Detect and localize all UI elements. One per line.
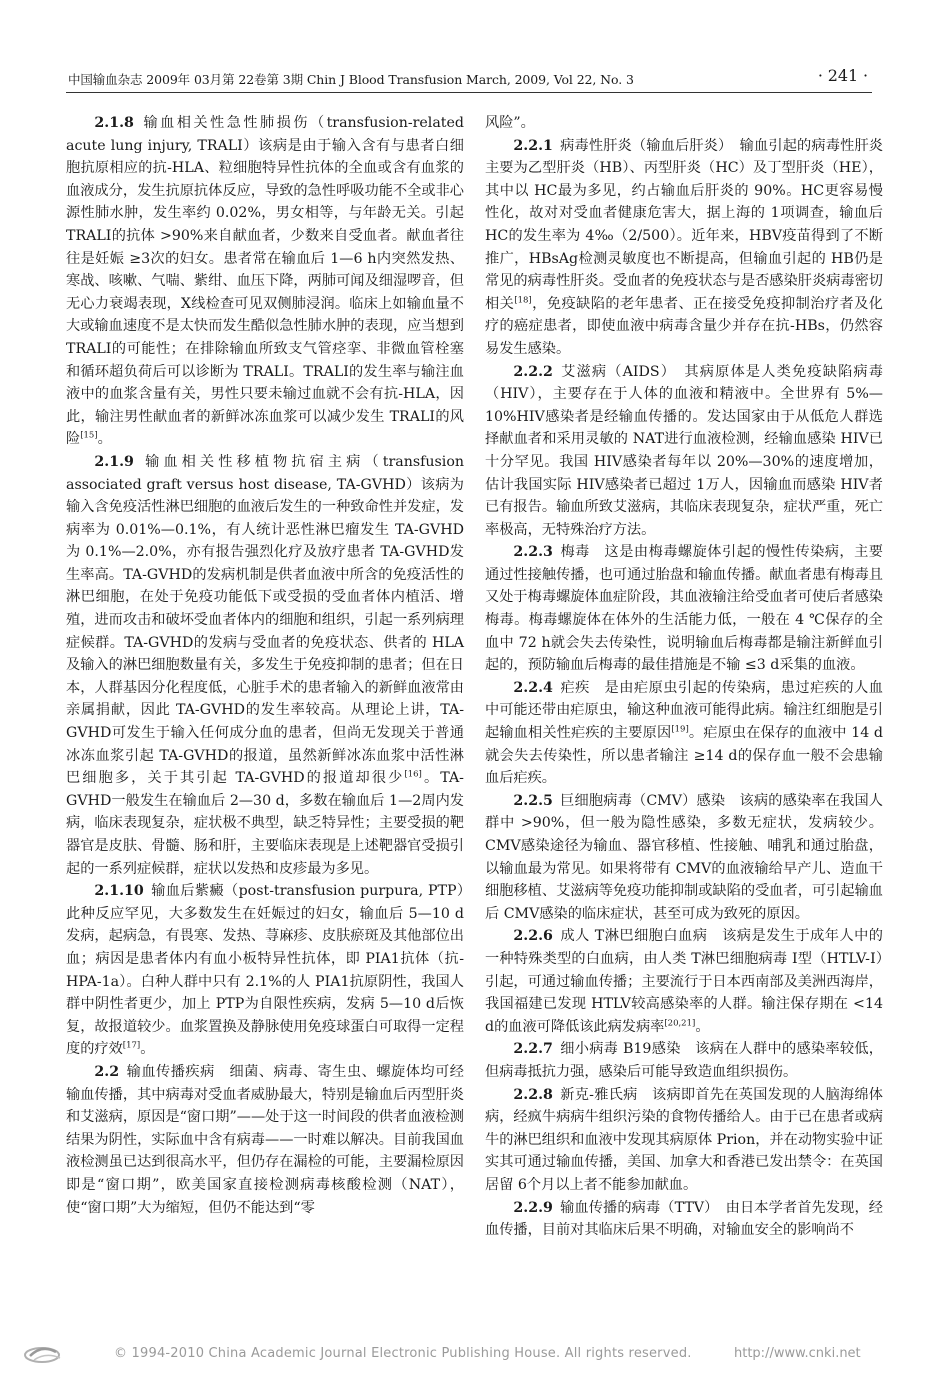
section-number: 2.2.2	[513, 363, 553, 380]
citation-ref[interactable]: [17]	[122, 1040, 141, 1051]
paragraph-text: 风险”。	[485, 115, 535, 131]
section-number: 2.2.7	[513, 1041, 553, 1058]
paragraph-text: 梅毒 这是由梅毒螺旋体引起的慢性传染病，主要通过性接触传播，也可通过胎盘和输血传播。献血者患有梅毒且又处于梅毒螺旋体血症阶段，其血液输注给受血者可使后者感染梅毒。梅毒螺旋体在体外的生活能力低，一般在 4 ℃保存的全血中 72 h就会失去传染性，说明输血后梅毒都是输注新鲜血引起的，预防输血后梅毒的最佳措施是不输 ≤3 d采集的血液。	[485, 544, 883, 674]
paragraph	[485, 112, 883, 135]
paragraph	[485, 1038, 883, 1083]
paragraph	[485, 541, 883, 677]
left-column	[66, 112, 464, 1219]
paragraph	[485, 135, 883, 361]
section-number: 2.2.5	[513, 792, 553, 809]
paragraph-text-tail: 。	[695, 1018, 710, 1035]
paragraph	[485, 1197, 883, 1242]
running-header	[68, 66, 868, 90]
paragraph	[485, 677, 883, 790]
paragraph	[66, 880, 464, 1061]
paragraph-text: 疟疾 是由疟原虫引起的传染病，患过疟疾的人血中可能还带由疟原虫，输这种血液可能得此病。输注红细胞是引起输血相关性疟疾的主要原因	[485, 679, 883, 742]
paragraph-text: 艾滋病（AIDS） 其病原体是人类免疫缺陷病毒（HIV），主要存在于人体的血液和精液中。全世界有 5%—10%HIV感染者是经输血传播的。发达国家由于从低危人群选择献血者和采用灵敏的 NAT进行血液检测，经输血感染 HIV已十分罕见。我国 HIV感染者每年以 20%—30%的速度增加，估计我国实际 HIV感染者已超过 1万人，因输血而感染 HIV者已有报告。输血所致艾滋病，其临床表现复杂，症状严重，死亡率极高，无特殊治疗方法。	[485, 363, 883, 538]
paragraph	[485, 925, 883, 1038]
paragraph-text: 成人 T淋巴细胞白血病 该病是发生于成年人中的一种特殊类型的白血病，由人类 T淋巴细胞病毒 Ⅰ型（HTLV-Ⅰ）引起，可通过输血传播；主要流行于日本西南部及美洲西海岸，我国福建已发现 HTLV较高感染率的人群。输注保存期在 <14 d的血液可降低该此病发病率	[485, 928, 883, 1035]
paragraph-text: 输血传播疾病 细菌、病毒、寄生虫、螺旋体均可经输血传播，其中病毒对受血者威胁最大，特别是输血后丙型肝炎和艾滋病，原因是“窗口期”——处于这一时间段的供者血液检测结果为阴性，实际血中含有病毒——一时难以解决。目前我国血液检测虽已达到很高水平，但仍存在漏检的可能，主要漏检原因即是“窗口期”，欧美国家直接检测病毒核酸检测（NAT），使“窗口期”大为缩短，但仍不能达到“零	[66, 1063, 464, 1216]
right-column	[485, 112, 883, 1242]
paragraph-text: 输血相关性移植物抗宿主病（transfusion associated graft versus host disease, TA-GVHD）该病为输入含免疫活性淋巴细胞的血液后发生的一种致命性并发症，发病率为 0.01%—0.1%，有人统计恶性淋巴瘤发生 TA-GVHD为 0.1%—2.0%，亦有报告强烈化疗及放疗患者 TA-GVHD发生率高。TA-GVHD的发病机制是供者血液中所含的免疫活性的淋巴细胞，在处于免疫功能低下或受损的受血者体内植活、增殖，进而攻击和破坏受血者体内的细胞和组织，引起一系列病理症候群。TA-GVHD的发病与受血者的免疫状态、供者的 HLA及输入的淋巴细胞数量有关，多发生于免疫抑制的患者；但在日本，人群基因分化程度低，心脏手术的患者输入的新鲜血液常由亲属捐献，因此 TA-GVHD的发生率较高。从理论上讲，TA-GVHD可发生于输入任何成分血的患者，但尚无发现关于普通冰冻血浆引起 TA-GVHD的报道，虽然新鲜冰冻血浆中活性淋巴细胞多，关于其引起 TA-GVHD的报道却很少	[66, 453, 464, 787]
section-number: 2.2.8	[513, 1086, 553, 1103]
paragraph-text: 细小病毒 B19感染 该病在人群中的感染率较低，但病毒抵抗力强，感染后可能导致造血组织损伤。	[485, 1041, 883, 1080]
citation-ref[interactable]: [15]	[80, 430, 98, 441]
paragraph	[485, 790, 883, 926]
citation-ref[interactable]: [18]	[514, 295, 532, 306]
paragraph-text: 巨细胞病毒（CMV）感染 该病的感染率在我国人群中 >90%，但一般为隐性感染，多数无症状，发病较少。CMV感染途径为输血、器官移植、性接触、哺乳和通过胎盘，以输血最为常见。如果将带有 CMV的血液输给早产儿、造血干细胞移植、艾滋病等免疫功能抑制或缺陷的受血者，可引起输血后 CMV感染的临床症状，甚至可成为致死的原因。	[485, 792, 883, 922]
section-number: 2.1.10	[94, 883, 144, 900]
citation-ref[interactable]: [20,21]	[664, 1018, 696, 1029]
paragraph	[66, 112, 464, 451]
section-number: 2.2.1	[513, 137, 553, 154]
paragraph	[485, 1084, 883, 1197]
citation-ref[interactable]: [16]	[404, 769, 422, 780]
section-number: 2.2.4	[513, 679, 553, 696]
header-rule	[66, 92, 872, 93]
paragraph	[66, 451, 464, 880]
paragraph-text-tail: 。	[140, 1041, 155, 1058]
section-number: 2.2.9	[513, 1199, 553, 1216]
paragraph-text-tail: ，免疫缺陷的老年患者、正在接受免疫抑制治疗者及化疗的癌症患者，即使血液中病毒含量少并存在抗-HBs，仍然容易发生感染。	[485, 295, 883, 357]
paragraph-text: 输血相关性急性肺损伤（transfusion-related acute lung injury, TRALI）该病是由于输入含有与患者白细胞抗原相应的抗-HLA、粒细胞特异性抗体的全血或含有血浆的血液成分，发生抗原抗体反应，导致的急性呼吸功能不全或非心源性肺水肿，发生率约 0.02%，男女相等，与年龄无关。引起 TRALI的抗体 >90%来自献血者，少数来自受血者。献血者往往是妊娠 ≥3次的妇女。患者常在输血后 1—6 h内突然发热、寒战、咳嗽、气喘、紫绀、血压下降，两肺可闻及细湿啰音，但无心力衰竭表现，X线检查可见双侧肺浸润。临床上如输血量不大或输血速度不是太快而发生酷似急性肺水肿的表现，应当想到 TRALI的可能性；在排除输血所致支气管痉挛、非微血管栓塞和循环超负荷后可以诊断为 TRALI。TRALI的发生率与输注血液中的血浆含量有关，男性只要未输过血就不会有抗-HLA，因此，输注男性献血者的新鲜冰冻血浆可以减少发生 TRALI的风险	[66, 115, 464, 448]
paragraph	[485, 361, 883, 542]
paragraph-text: 输血后紫癜（post-transfusion purpura, PTP）此种反应罕见，大多数发生在妊娠过的妇女，输血后 5—10 d发病，起病急，有畏寒、发热、荨麻疹、皮肤瘀斑及其他部位出血；病因是患者体内有血小板特异性抗体，即 PIA1抗体（抗-HPA-1a）。白种人群中只有 2.1%的人 PIA1抗原阴性，我国人群中阴性者更少，加上 PTP为自限性疾病，发病 5—10 d后恢复，故报道较少。血浆置换及静脉使用免疫球蛋白可取得一定程度的疗效	[66, 883, 464, 1058]
section-number: 2.1.9	[94, 453, 134, 470]
journal-citation: 中国输血杂志 2009年 03月第 22卷第 3期 Chin J Blood Transfusion March, 2009, Vol 22, No. 3	[68, 72, 634, 87]
cnki-logo-icon	[22, 1340, 72, 1366]
section-number: 2.2.3	[513, 544, 553, 561]
paragraph-text: 病毒性肝炎（输血后肝炎） 输血引起的病毒性肝炎主要为乙型肝炎（HB）、丙型肝炎（HC）及丁型肝炎（HE），其中以 HC最为多见，约占输血后肝炎的 90%。HC更容易慢性化，故对对受血者健康危害大，据上海的 1项调查，输血后 HC的发生率为 4‰（2/500）。近年来，HBV疫苗得到了不断推广，HBsAg检测灵敏度也不断提高，但输血引起的 HB仍是常见的病毒性肝炎。受血者的免疫状态与是否感染肝炎病毒密切相关	[485, 137, 883, 312]
section-number: 2.2	[94, 1063, 120, 1080]
paragraph-text-tail: 。	[97, 431, 112, 448]
paragraph	[66, 1061, 464, 1219]
page-number: · 241 ·	[817, 66, 868, 85]
citation-ref[interactable]: [19]	[671, 724, 689, 735]
paragraph-text-tail: 。TA-GVHD一般发生在输血后 2—30 d，多数在输血后 1—2周内发病，临床表现复杂，症状极不典型，缺乏特异性；主要受损的靶器官是皮肤、骨髓、肠和肝，主要临床表现是上述靶器官受损引起的一系列症候群，症状以发热和皮疹最为多见。	[66, 770, 464, 877]
copyright-notice: © 1994-2010 China Academic Journal Electronic Publishing House. All rights reserved.	[114, 1346, 692, 1361]
paragraph-text: 新克-雅氏病 该病即首先在英国发现的人脑海绵体病，经疯牛病病牛组织污染的食物传播给人。由于已在患者或病牛的淋巴组织和血液中发现其病原体 Prion，并在动物实验中证实其可通过输血传播，美国、加拿大和香港已发出禁令：在英国居留 6个月以上者不能参加献血。	[485, 1086, 883, 1193]
section-number: 2.2.6	[513, 928, 553, 945]
section-number: 2.1.8	[94, 115, 134, 131]
website-link[interactable]: http://www.cnki.net	[734, 1346, 861, 1361]
paragraph-text-tail: 。疟原虫在保存的血液中 14 d就会失去传染性，所以患者输注 ≥14 d的保存血一般不会患输血后疟疾。	[485, 725, 883, 787]
paragraph-text: 输血传播的病毒（TTV） 由日本学者首先发现，经血传播，目前对其临床后果不明确，对输血安全的影响尚不	[485, 1199, 883, 1239]
page-footer	[22, 1340, 922, 1370]
